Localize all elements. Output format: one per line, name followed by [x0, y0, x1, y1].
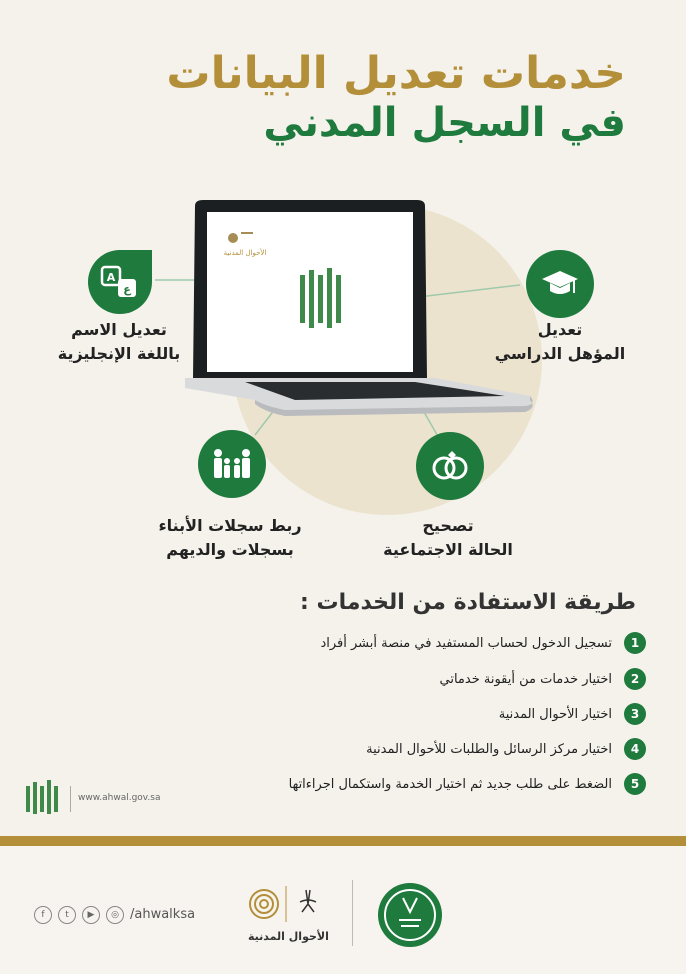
step-item [499, 701, 646, 727]
translate-icon [100, 265, 140, 299]
step-text: تسجيل الدخول لحساب المستفيد في منصة أبشر أفراد [320, 635, 612, 651]
gold-divider [0, 836, 686, 846]
footer-divider [352, 880, 353, 946]
step-number: 4 [624, 738, 646, 760]
twitter-icon[interactable]: t [58, 906, 76, 924]
svg-text:A: A [106, 271, 116, 284]
family-icon [209, 447, 255, 481]
laptop-illustration [185, 200, 555, 420]
step-text: اختيار مركز الرسائل والطلبات للأحوال المدنية [366, 741, 612, 757]
step-text: اختيار الأحوال المدنية [498, 706, 612, 722]
step-number: 5 [624, 773, 646, 795]
step-text: اختيار خدمات من أيقونة خدماتي [439, 671, 612, 687]
edit-name-icon-badge [88, 250, 152, 314]
youtube-icon[interactable]: ▶ [82, 906, 100, 924]
rings-icon [430, 449, 470, 483]
footer [0, 846, 686, 974]
feature-edit-qualification: تعديل المؤهل الدراسي [494, 320, 626, 363]
step-item [289, 771, 646, 797]
feature-link-children: ربط سجلات الأبناء بسجلات والديهم [158, 516, 302, 559]
divider [70, 786, 71, 812]
instagram-icon[interactable]: ◎ [106, 906, 124, 924]
ministry-emblem-icon [375, 880, 445, 950]
step-number: 2 [624, 668, 646, 690]
feature-edit-name: تعديل الاسم باللغة الإنجليزية [57, 320, 181, 363]
abshir-logo-icon [22, 780, 68, 816]
step-item [366, 736, 646, 762]
step-item [440, 666, 647, 692]
steps-title: طريقة الاستفادة من الخدمات : [300, 590, 636, 615]
step-item [320, 630, 646, 656]
step-number: 1 [624, 632, 646, 654]
feature-fix-status: تصحيح الحالة الاجتماعية [383, 516, 513, 559]
facebook-icon[interactable]: f [34, 906, 52, 924]
page-subtitle: في السجل المدني [263, 100, 626, 146]
civil-affairs-label: الأحوال المدنية [248, 930, 329, 943]
civil-affairs-logo-icon [246, 882, 336, 932]
svg-text:ع: ع [123, 283, 131, 296]
step-number: 3 [624, 703, 646, 725]
link-children-icon-badge [198, 430, 266, 498]
page-title: خدمات تعديل البيانات [166, 48, 626, 99]
step-text: الضغط على طلب جديد ثم اختيار الخدمة واستكمال اجراءاتها [288, 776, 612, 792]
screen-logo-text: الأحوال المدنية [223, 249, 267, 257]
graduation-cap-icon [540, 267, 580, 301]
fix-status-icon-badge [416, 432, 484, 500]
edit-qualification-icon-badge [526, 250, 594, 318]
social-handle[interactable]: /ahwalksa [130, 907, 196, 922]
website-link[interactable]: www.ahwal.gov.sa [78, 793, 161, 803]
